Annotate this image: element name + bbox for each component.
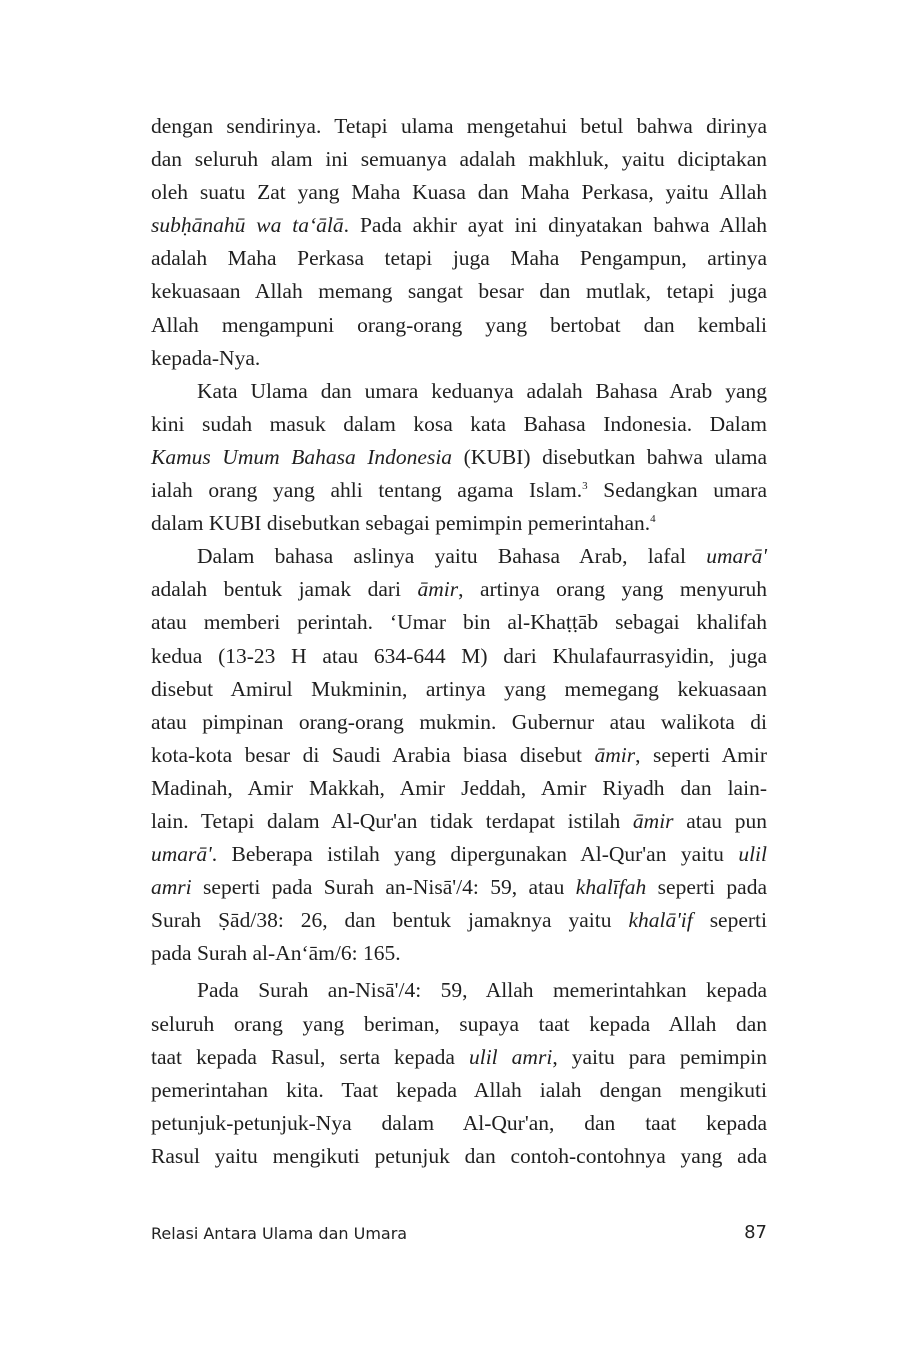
text-line: dalam KUBI disebutkan sebagai pemimpin pemerintahan.$^4$ [151, 511, 656, 536]
arabic-term: subḥānahū wa ta‘ālā [151, 213, 344, 238]
book-title: Kamus Umum Bahasa Indonesia [151, 444, 453, 469]
arabic-term: khalā'if [628, 908, 693, 933]
arabic-term: amri [151, 875, 192, 900]
arabic-term: āmir [632, 808, 674, 833]
text-line: taat kepada Rasul, serta kepada ulil amri, yaitu para pemimpin [151, 1044, 767, 1069]
text-line: kedua (13-23 H atau 634-644 M) dari Khulafaurrasyidin, juga [151, 643, 767, 668]
text-line: kota-kota besar di Saudi Arabia biasa disebut āmir, seperti Amir [151, 742, 767, 767]
text-line: kekuasaan Allah memang sangat besar dan mutlak, tetapi juga [151, 279, 767, 304]
text-line: Kamus Umum Bahasa Indonesia (KUBI) disebutkan bahwa ulama [151, 444, 767, 469]
text-line: subḥānahū wa ta‘ālā. Pada akhir ayat ini dinyatakan bahwa Allah [151, 213, 767, 238]
arabic-term: ulil amri [468, 1044, 553, 1069]
text-line: kini sudah masuk dalam kosa kata Bahasa Indonesia. Dalam [151, 411, 767, 436]
text-line: Madinah, Amir Makkah, Amir Jeddah, Amir Riyadh dan lain- [151, 775, 767, 800]
text-line: atau memberi perintah. ‘Umar bin al-Khaṭṭāb sebagai khalifah [151, 610, 767, 635]
arabic-term: umarā' [151, 842, 212, 867]
text-line: seluruh orang yang beriman, supaya taat kepada Allah dan [151, 1011, 767, 1036]
text-line: Pada Surah an-Nisā'/4: 59, Allah memerintahkan kepada [197, 978, 767, 1003]
arabic-term: āmir [594, 742, 636, 767]
text-line: pada Surah al-An‘ām/6: 165. [151, 941, 401, 966]
text-line: Surah Ṣād/38: 26, dan bentuk jamaknya yaitu khalā'if seperti [151, 908, 767, 933]
text-line: Kata Ulama dan umara keduanya adalah Bahasa Arab yang [197, 378, 767, 403]
text-line: kepada-Nya. [151, 345, 261, 370]
footnote-ref[interactable]: 3 [582, 480, 588, 493]
footnote-ref[interactable]: 4 [650, 513, 656, 526]
running-footer-title: Relasi Antara Ulama dan Umara [151, 1224, 408, 1243]
text-line: petunjuk-petunjuk-Nya dalam Al-Qur'an, dan taat kepada [151, 1110, 767, 1135]
text-line: Rasul yaitu mengikuti petunjuk dan contoh-contohnya yang ada [151, 1143, 767, 1168]
text-line: dengan sendirinya. Tetapi ulama mengetahui betul bahwa dirinya [151, 114, 767, 138]
arabic-term: āmir [417, 577, 459, 602]
page-number: 87 [744, 1222, 767, 1243]
text-line: adalah bentuk jamak dari āmir, artinya orang yang menyuruh [151, 577, 767, 602]
text-line: Dalam bahasa aslinya yaitu Bahasa Arab, lafal umarā' [197, 544, 767, 569]
text-line: umarā'. Beberapa istilah yang dipergunakan Al-Qur'an yaitu ulil [151, 842, 767, 867]
text-line: atau pimpinan orang-orang mukmin. Gubernur atau walikota di [151, 709, 767, 734]
text-line: adalah Maha Perkasa tetapi juga Maha Pengampun, artinya [151, 246, 767, 271]
text-line: ialah orang yang ahli tentang agama Islam.$^3$ Sedangkan umara [151, 478, 767, 503]
text-line: disebut Amirul Mukminin, artinya yang memegang kekuasaan [151, 676, 767, 701]
arabic-term: ulil [738, 842, 767, 867]
arabic-term: umarā' [706, 544, 767, 569]
text-line: lain. Tetapi dalam Al-Qur'an tidak terdapat istilah āmir atau pun [151, 808, 768, 833]
text-line: amri seperti pada Surah an-Nisā'/4: 59, atau khalīfah seperti pada [151, 875, 767, 900]
text-line: dan seluruh alam ini semuanya adalah makhluk, yaitu diciptakan [151, 147, 767, 172]
text-line: pemerintahan kita. Taat kepada Allah ialah dengan mengikuti [151, 1077, 767, 1102]
text-line: Allah mengampuni orang-orang yang bertobat dan kembali [151, 312, 767, 337]
body-text [151, 110, 767, 1173]
text-line: oleh suatu Zat yang Maha Kuasa dan Maha Perkasa, yaitu Allah [151, 180, 767, 205]
arabic-term: khalīfah [575, 875, 647, 900]
